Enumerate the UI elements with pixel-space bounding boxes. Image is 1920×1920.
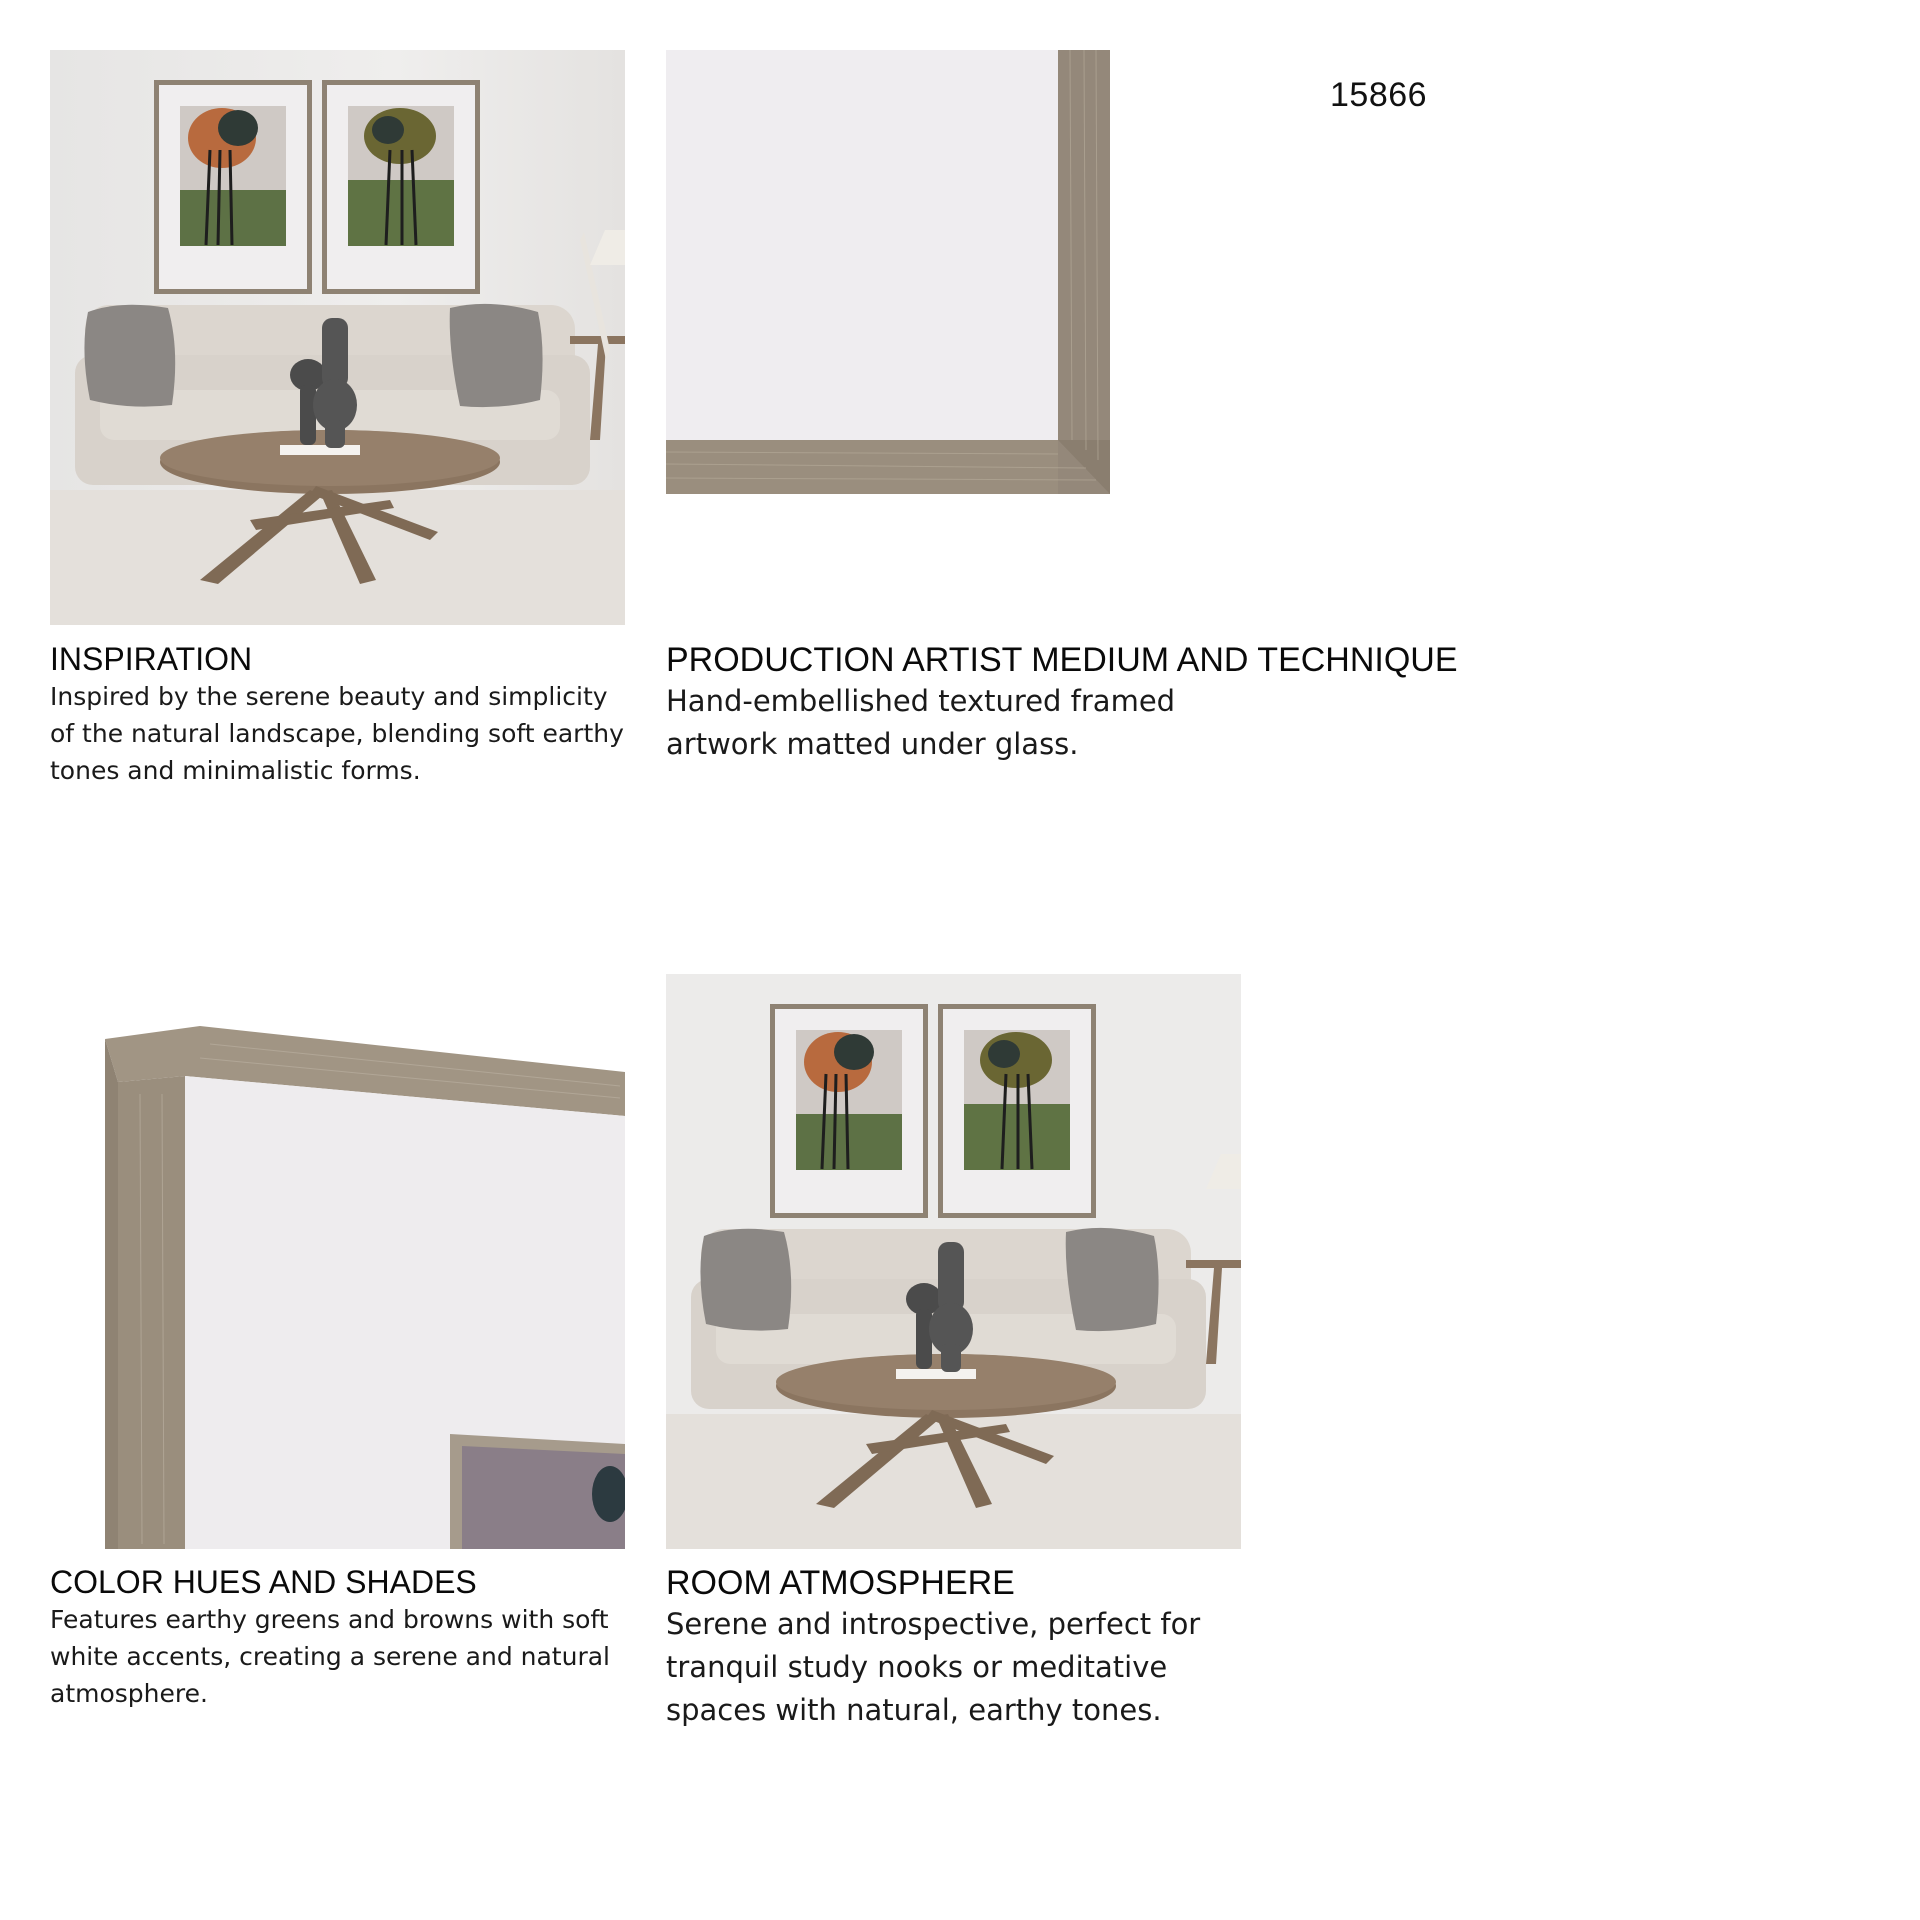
room-scene-image [50,50,625,625]
color-text: Features earthy greens and browns with soft white accents, creating a serene and natural atmosphere. [50,1605,610,1708]
room-atmosphere-image [666,974,1241,1549]
inspiration-text: Inspired by the serene beauty and simplicity of the natural landscape, blending soft earthy tones and minimalistic forms. [50,682,624,785]
room-atmosphere-heading: ROOM ATMOSPHERE [666,1564,1015,1602]
production-heading: PRODUCTION ARTIST MEDIUM AND TECHNIQUE [666,641,1458,679]
product-sku: 15866 [1330,76,1428,114]
room-atmosphere-text: Serene and introspective, perfect for tranquil study nooks or meditative spaces with natural, earthy tones. [666,1607,1201,1727]
framed-art-left [154,80,312,294]
frame-corner-image [666,50,1110,494]
framed-art-right [322,80,480,294]
inspiration-heading: INSPIRATION [50,641,253,677]
color-heading: COLOR HUES AND SHADES [50,1564,477,1600]
frame-detail-image [50,974,625,1549]
production-text: Hand-embellished textured framed artwork matted under glass. [666,684,1176,761]
